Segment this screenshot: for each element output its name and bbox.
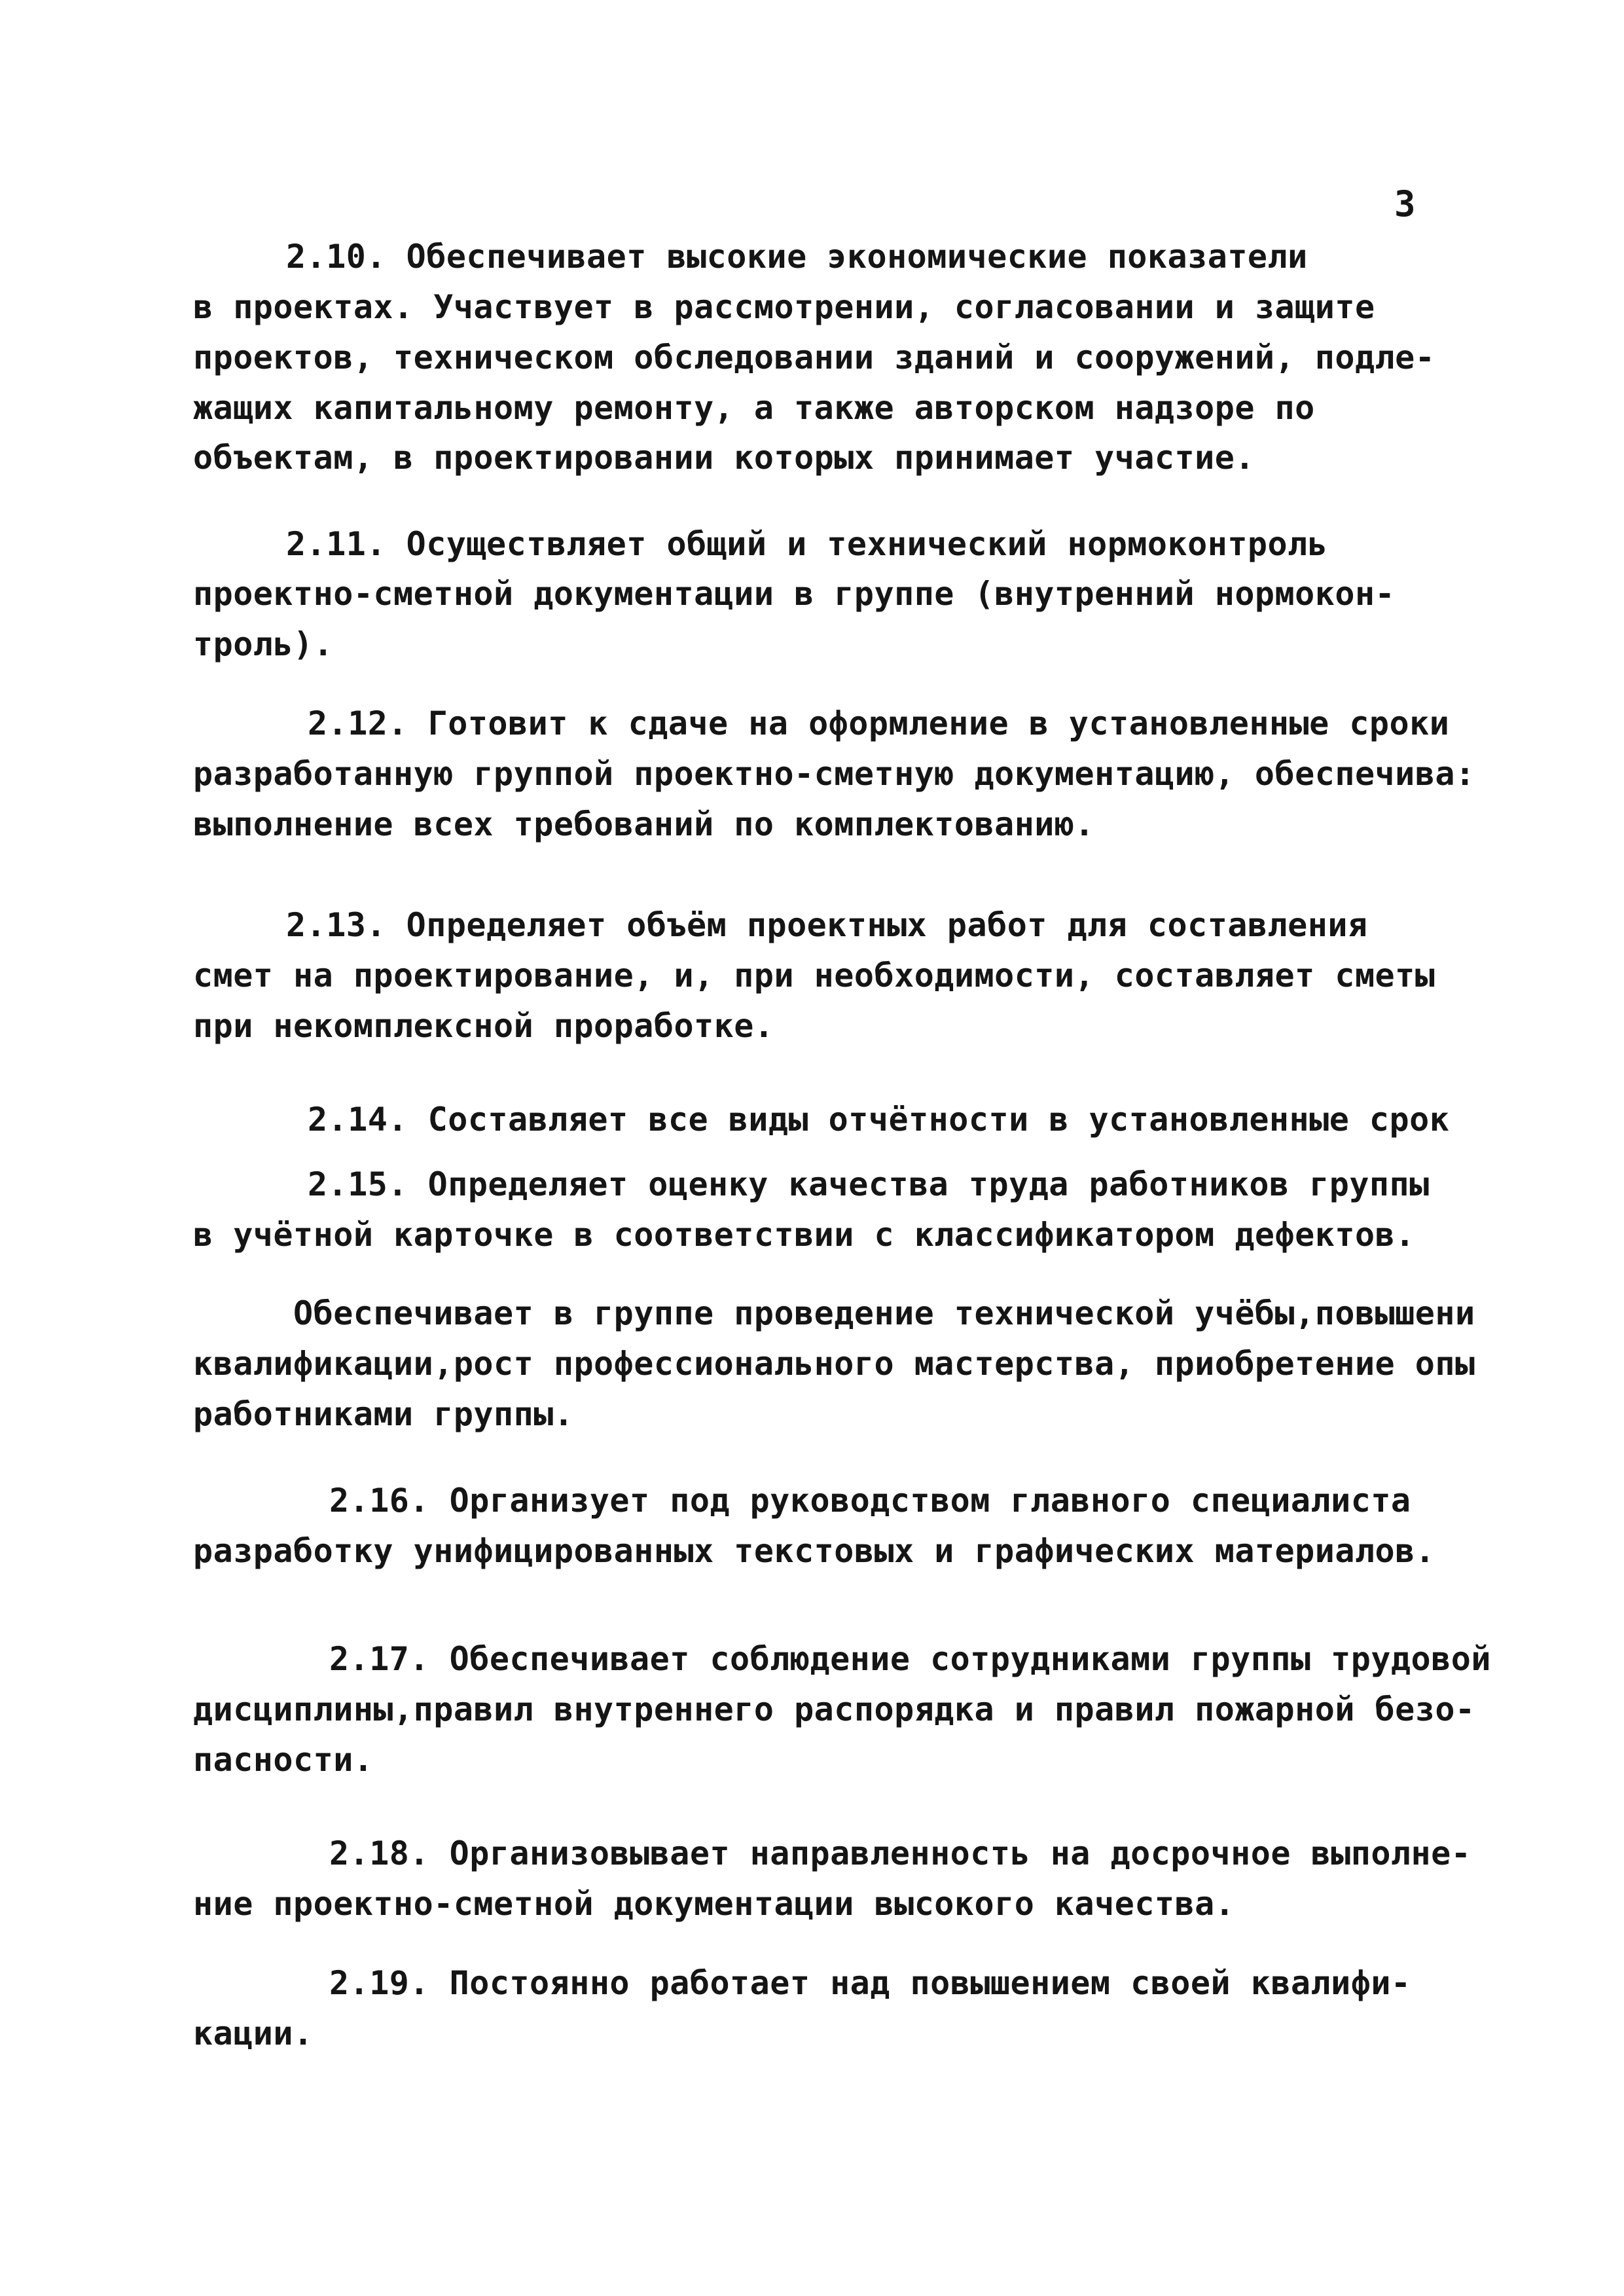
text-line: 2.11. Осуществляет общий и технический нормоконтроль — [286, 525, 1328, 563]
text-line: разработку унифицированных текстовых и графических материалов. — [193, 1532, 1435, 1570]
text-line: 2.13. Определяет объём проектных работ для составления — [286, 906, 1368, 944]
text-line: троль). — [193, 625, 334, 663]
text-line: 2.17. Обеспечивает соблюдение сотрудниками группы трудовой — [329, 1640, 1491, 1678]
text-line: 2.14. Составляет все виды отчётности в установленные срок — [308, 1101, 1450, 1139]
text-line: 2.18. Организовывает направленность на досрочное выполне- — [329, 1834, 1471, 1872]
text-line: дисциплины,правил внутреннего распорядка и правил пожарной безо- — [193, 1690, 1475, 1728]
text-line: пасности. — [193, 1741, 374, 1779]
text-line: при некомплексной проработке. — [193, 1007, 774, 1045]
text-line: 2.19. Постоянно работает над повышением своей квалифи- — [329, 1964, 1411, 2002]
text-line: разработанную группой проектно-сметную документацию, обеспечива: — [193, 755, 1475, 793]
text-line: проектно-сметной документации в группе (внутренний нормокон- — [193, 575, 1396, 613]
text-line: объектам, в проектировании которых принимает участие. — [193, 439, 1255, 477]
text-line: 2.16. Организует под руководством главного специалиста — [329, 1482, 1411, 1520]
text-line: 2.10. Обеспечивает высокие экономические показатели — [286, 238, 1308, 276]
text-line: 2.12. Готовит к сдаче на оформление в установленные сроки — [308, 704, 1450, 742]
text-line: ние проектно-сметной документации высокого качества. — [193, 1885, 1235, 1923]
text-line: в учётной карточке в соответствии с классификатором дефектов. — [193, 1216, 1415, 1254]
text-line: смет на проектирование, и, при необходимости, составляет сметы — [193, 957, 1435, 994]
text-line: в проектах. Участвует в рассмотрении, согласовании и защите — [193, 288, 1375, 326]
text-line: выполнение всех требований по комплектованию. — [193, 805, 1095, 843]
text-line: проектов, техническом обследовании зданий и сооружений, подле- — [193, 338, 1435, 376]
text-line: 2.15. Определяет оценку качества труда работников группы — [308, 1165, 1430, 1203]
text-line: квалификации,рост профессионального мастерства, приобретение опы — [193, 1345, 1475, 1383]
text-line: кации. — [193, 2014, 314, 2052]
text-line: Обеспечивает в группе проведение технической учёбы,повышени — [293, 1294, 1475, 1332]
page-number: 3 — [1394, 183, 1416, 225]
text-line: жащих капитальному ремонту, а также авторском надзоре по — [193, 389, 1315, 427]
text-line: работниками группы. — [193, 1395, 574, 1433]
